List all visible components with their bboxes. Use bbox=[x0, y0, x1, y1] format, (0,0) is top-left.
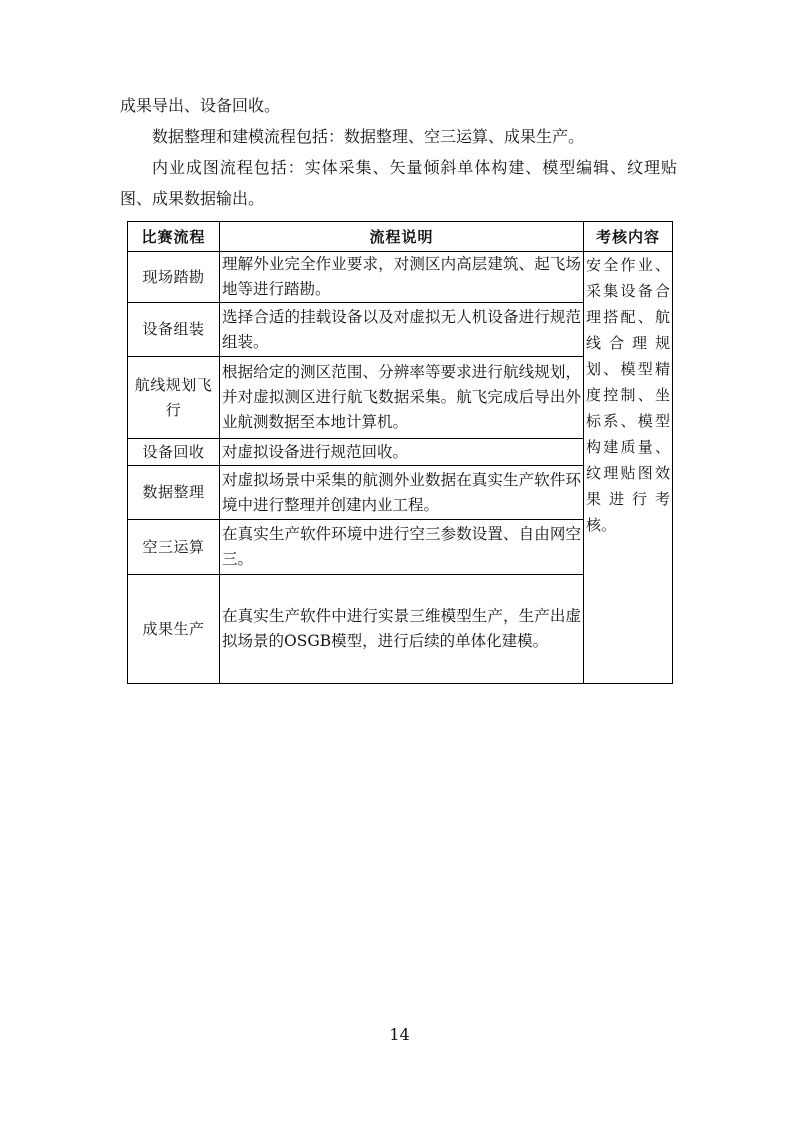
header-stage: 比赛流程 bbox=[128, 222, 220, 252]
process-table bbox=[127, 221, 673, 684]
paragraph-continuation: 成果导出、设备回收。 bbox=[120, 96, 281, 115]
description-cell: 对虚拟设备进行规范回收。 bbox=[220, 439, 584, 466]
stage-cell: 空三运算 bbox=[128, 520, 220, 575]
table-row bbox=[128, 252, 673, 303]
stage-cell: 数据整理 bbox=[128, 466, 220, 520]
stage-cell: 设备组装 bbox=[128, 303, 220, 357]
stage-cell: 现场踏勘 bbox=[128, 252, 220, 303]
stage-cell: 航线规划飞行 bbox=[128, 357, 220, 439]
description-cell: 在真实生产软件环境中进行空三参数设置、自由网空三。 bbox=[220, 520, 584, 575]
description-cell: 在真实生产软件中进行实景三维模型生产，生产出虚拟场景的OSGB模型，进行后续的单体化建模。 bbox=[220, 575, 584, 684]
table-header-row bbox=[128, 222, 673, 252]
header-assessment: 考核内容 bbox=[584, 222, 673, 252]
assessment-cell: 安全作业、采集设备合理搭配、航线合理规划、模型精度控制、坐标系、模型构建质量、纹理贴图效果进行考核。 bbox=[584, 252, 673, 684]
description-cell: 选择合适的挂载设备以及对虚拟无人机设备进行规范组装。 bbox=[220, 303, 584, 357]
description-cell: 根据给定的测区范围、分辨率等要求进行航线规划，并对虚拟测区进行航飞数据采集。航飞完成后导出外业航测数据至本地计算机。 bbox=[220, 357, 584, 439]
description-cell: 对虚拟场景中采集的航测外业数据在真实生产软件环境中进行整理并创建内业工程。 bbox=[220, 466, 584, 520]
page-number: 14 bbox=[389, 1025, 410, 1044]
stage-cell: 成果生产 bbox=[128, 575, 220, 684]
description-cell: 理解外业完全作业要求，对测区内高层建筑、起飞场地等进行踏勘。 bbox=[220, 252, 584, 303]
paragraph-mapping: 内业成图流程包括：实体采集、矢量倾斜单体构建、模型编辑、纹理贴图、成果数据输出。 bbox=[120, 158, 677, 208]
paragraph-data-processing: 数据整理和建模流程包括：数据整理、空三运算、成果生产。 bbox=[152, 127, 585, 146]
stage-cell: 设备回收 bbox=[128, 439, 220, 466]
header-description: 流程说明 bbox=[220, 222, 584, 252]
body-text bbox=[120, 90, 677, 214]
